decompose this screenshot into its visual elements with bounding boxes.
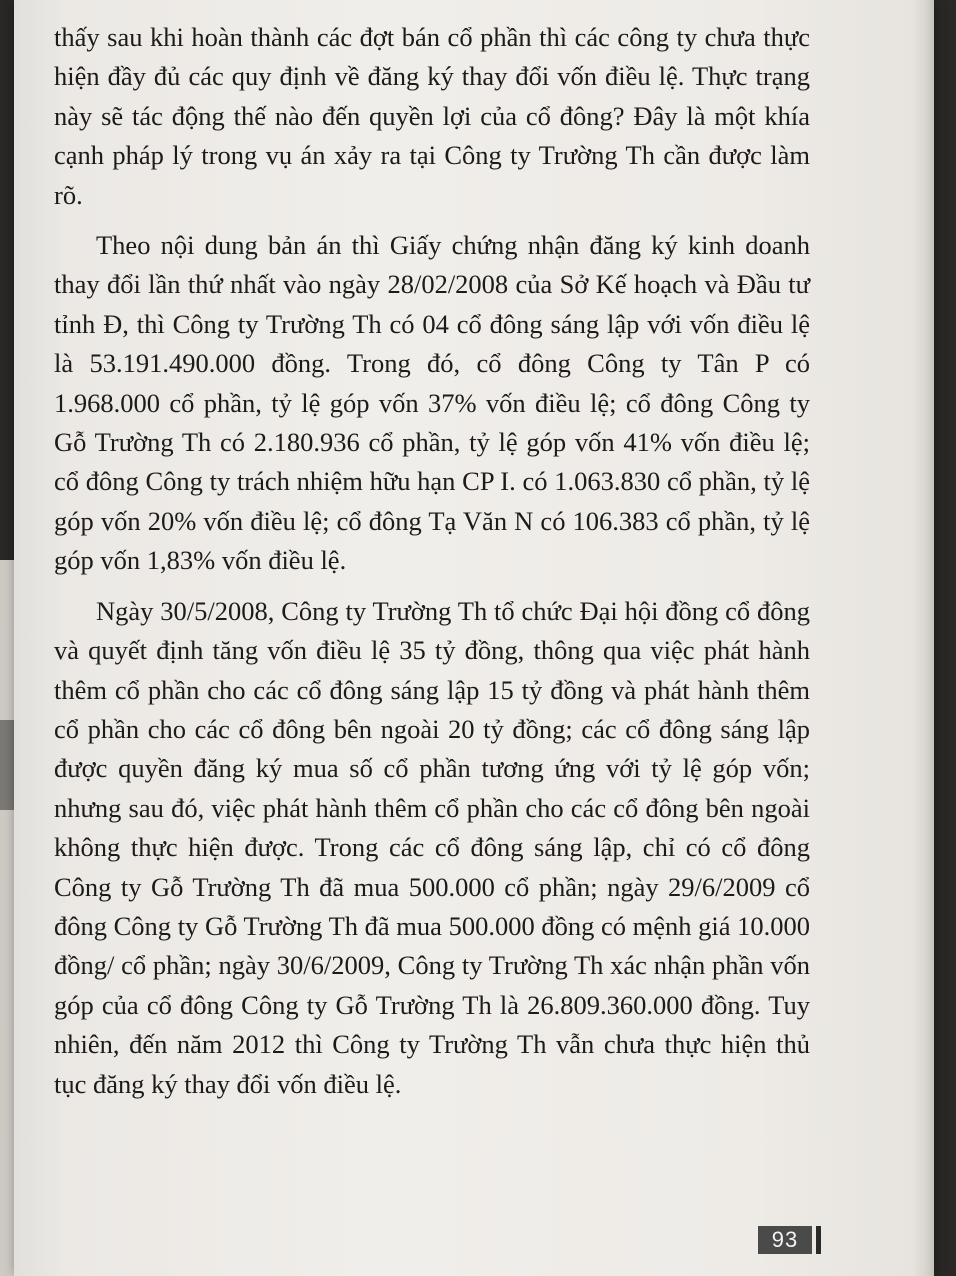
paragraph-continuation: thấy sau khi hoàn thành các đợt bán cổ phần thì các công ty chưa thực hiện đầy đủ các quy định về đăng ký thay đổi vốn điều lệ. Thực trạng này sẽ tác động thế nào đến quyền lợi của cổ đông? Đây là một khía cạnh pháp lý trong vụ án xảy ra tại Công ty Trường Th cần được làm rõ.	[54, 22, 810, 210]
book-page	[14, 0, 934, 1276]
underlying-page-tab	[0, 720, 14, 810]
paragraph-capital-increase: Ngày 30/5/2008, Công ty Trường Th tổ chức Đại hội đồng cổ đông và quyết định tăng vốn điều lệ 35 tỷ đồng, thông qua việc phát hành thêm cổ phần cho các cổ đông sáng lập 15 tỷ đồng và phát hành thêm cổ phần cho các cổ đông bên ngoài 20 tỷ đồng; các cổ đông sáng lập được quyền đăng ký mua số cổ phần tương ứng với tỷ lệ góp vốn; nhưng sau đó, việc phát hành thêm cổ phần cho các cổ đông bên ngoài không thực hiện được. Trong các cổ đông sáng lập, chỉ có cổ đông Công ty Gỗ Trường Th đã mua 500.000 cổ phần; ngày 29/6/2009 cổ đông Công ty Gỗ Trường Th đã mua 500.000 đồng có mệnh giá 10.000 đồng/ cổ phần; ngày 30/6/2009, Công ty Trường Th xác nhận phần vốn góp của cổ đông Công ty Gỗ Trường Th là 26.809.360.000 đồng. Tuy nhiên, đến năm 2012 thì Công ty Trường Th vẫn chưa thực hiện thủ tục đăng ký thay đổi vốn điều lệ.	[54, 595, 810, 1099]
page-gutter-edge	[912, 0, 934, 1276]
page-number: 93	[758, 1226, 812, 1254]
body-text	[54, 18, 810, 1115]
paragraph-business-registration: Theo nội dung bản án thì Giấy chứng nhận đăng ký kinh doanh thay đổi lần thứ nhất vào ngày 28/02/2008 của Sở Kế hoạch và Đầu tư tỉnh Đ, thì Công ty Trường Th có 04 cổ đông sáng lập với vốn điều lệ là 53.191.490.000 đồng. Trong đó, cổ đông Công ty Tân P có 1.968.000 cổ phần, tỷ lệ góp vốn 37% vốn điều lệ; cổ đông Công ty Gỗ Trường Th có 2.180.936 cổ phần, tỷ lệ góp vốn 41% vốn điều lệ; cổ đông Công ty trách nhiệm hữu hạn CP I. có 1.063.830 cổ phần, tỷ lệ góp vốn 20% vốn điều lệ; cổ đông Tạ Văn N có 106.383 cổ phần, tỷ lệ góp vốn 1,83% vốn điều lệ.	[54, 230, 810, 576]
page-number-bar	[816, 1226, 821, 1254]
